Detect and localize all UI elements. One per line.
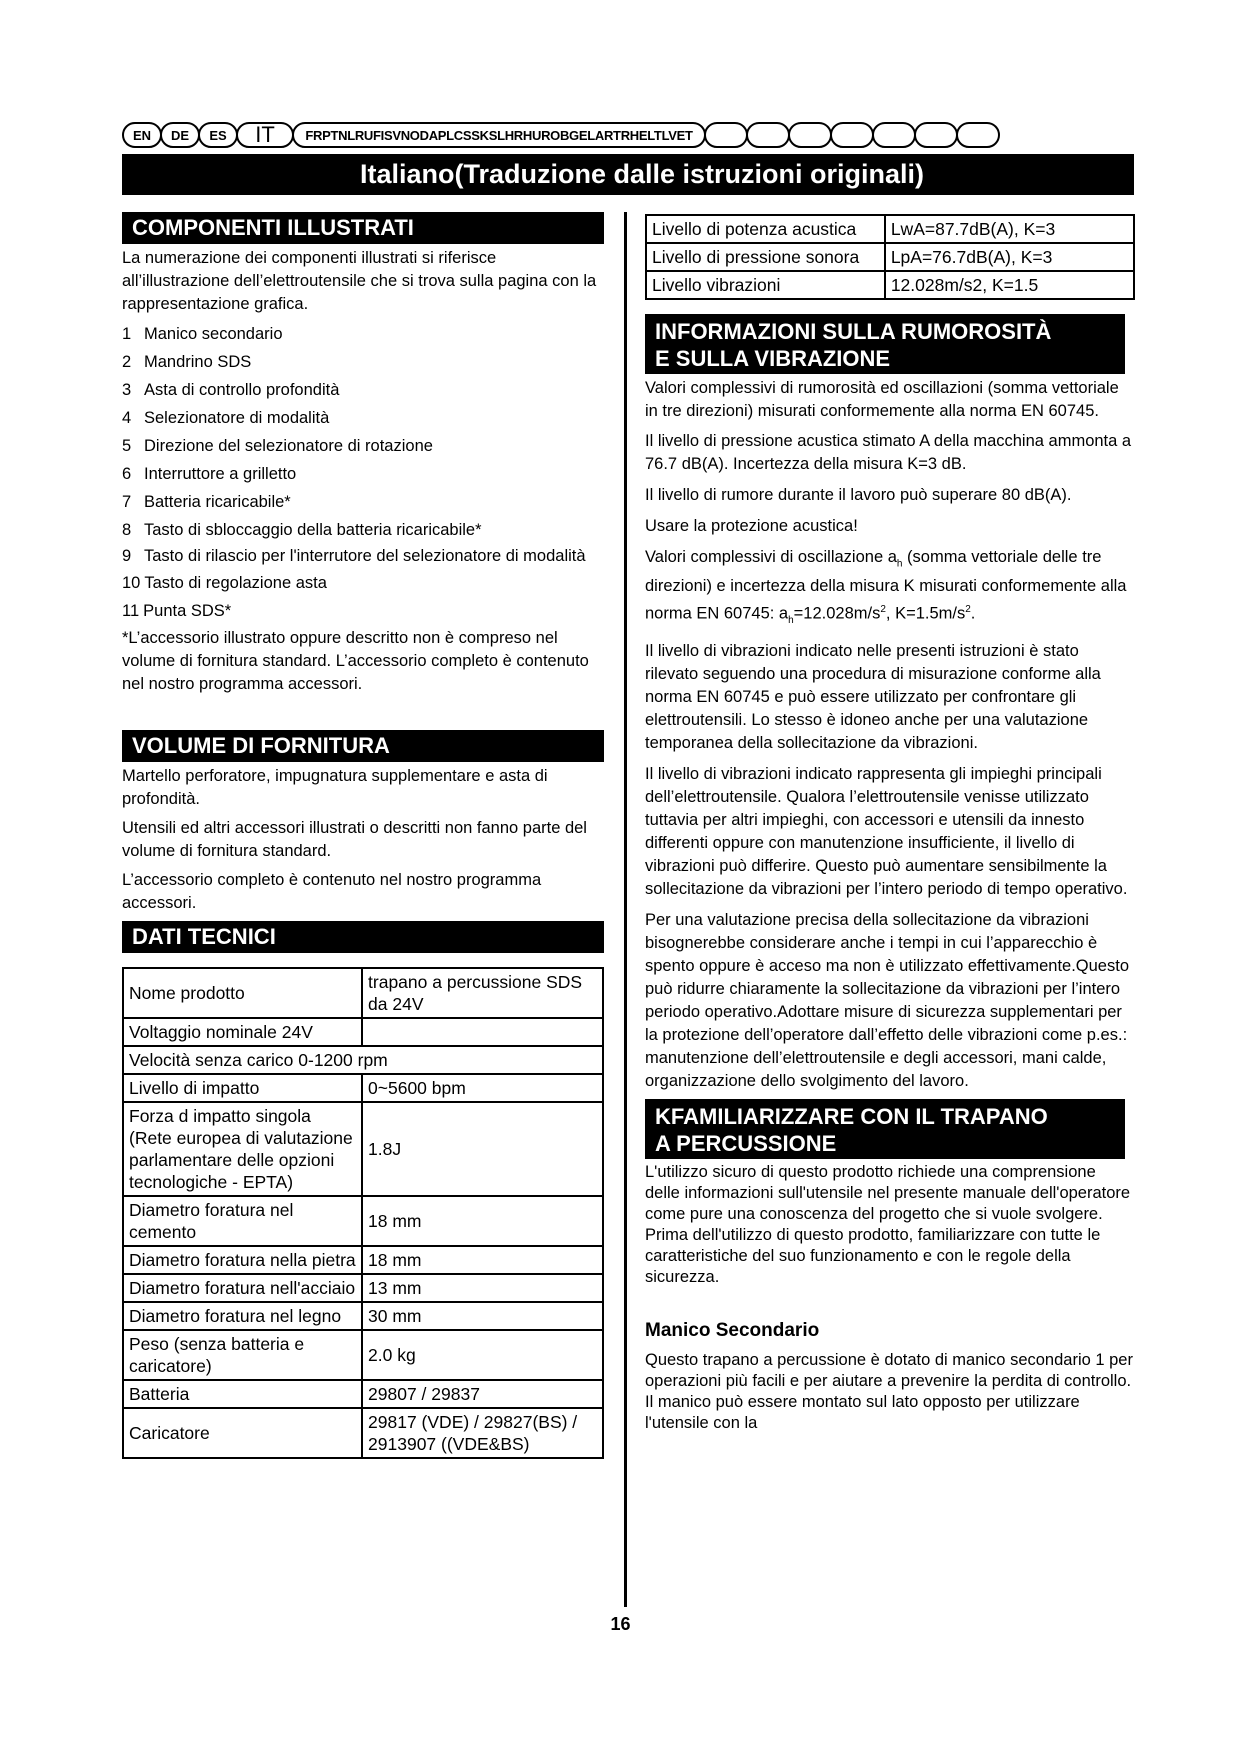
right-column	[645, 214, 1135, 1434]
rumorosita-p6: Il livello di vibrazioni indicato nelle presenti istruzioni è stato rilevato seguendo una procedura di misurazione conforme alla norma EN 60745 e può essere utilizzato per confrontare gli elettroutensili. Lo stesso è idoneo anche per una valutazione temporanea della sollecitazione da vibrazioni.	[645, 642, 1101, 753]
language-bar	[122, 121, 1134, 149]
subheading-manico: Manico Secondario	[645, 1320, 820, 1342]
rumorosita-p7: Il livello di vibrazioni indicato rappresenta gli impieghi principali dell’elettroutensile. Qualora l’elettroutensile venisse utilizzato tuttavia per altri impieghi, con accessori e utensili da innesto differenti oppure con manutenzione insufficiente, il livello di vibrazioni può differire. Questo può aumentare sensibilmente la sollecitazione da vibrazioni per l’intero periodo di tempo operativo.	[645, 765, 1128, 899]
volume-p1: Martello perforatore, impugnatura supplementare e asta di profondità.	[122, 767, 548, 808]
familiarizzare-p1: L'utilizzo sicuro di questo prodotto richiede una comprensione delle informazioni sull'utensile nel presente manuale dell'operatore come pure una conoscenza del progetto che si vuole svolgere. Prima dell'utilizzo di questo prodotto, familiarizzare con tutte le caratteristiche del suo funzionamento e con le regole della sicurezza.	[645, 1163, 1131, 1287]
section-heading-familiarizzare: KFAMILIARIZZARE CON IL TRAPANO A PERCUSSIONE	[645, 1099, 1125, 1159]
list-item: 1 Manico secondario	[122, 325, 283, 343]
lang-tab-empty	[872, 122, 916, 148]
rumorosita-p5: Valori complessivi di oscillazione $a_h$ (somma vettoriale delle tre direzioni) e incertezza della misura K misurati conformemente alla norma EN 60745: $a_h=12.028m/s^2$, $K=1.5m/s^2$.	[645, 548, 1127, 627]
page-number: 16	[610, 1614, 631, 1634]
table-row: Batteria 29807 / 29837	[123, 1380, 603, 1408]
section-heading-rumorosita: INFORMAZIONI SULLA RUMOROSITÀ E SULLA VIBRAZIONE	[645, 314, 1125, 374]
page-title: Italiano(Traduzione dalle istruzioni originali)	[122, 154, 1134, 195]
table-row: Diametro foratura nel legno 30 mm	[123, 1302, 603, 1330]
table-row: Livello di pressione sonora LpA=76.7dB(A), K=3	[646, 243, 1134, 271]
table-row: Diametro foratura nel cemento 18 mm	[123, 1196, 603, 1246]
section-heading-dati: DATI TECNICI	[122, 921, 604, 953]
lang-tab-es[interactable]: ES	[198, 122, 238, 148]
tech-data-table	[122, 967, 604, 1459]
componenti-intro: La numerazione dei componenti illustrati si riferisce all’illustrazione dell’elettroutensile che si trova sulla pagina con la rappresentazione grafica.	[122, 249, 597, 313]
list-item: 9 Tasto di rilascio per l'interrutore del selezionatore di modalità	[122, 547, 586, 565]
lang-tab-empty	[830, 122, 874, 148]
list-item: 8 Tasto di sbloccaggio della batteria ricaricabile*	[122, 521, 482, 539]
rumorosita-p2: Il livello di pressione acustica stimato A della macchina ammonta a 76.7 dB(A). Incertezza della misura K=3 dB.	[645, 432, 1132, 473]
lang-tab-empty	[956, 122, 1000, 148]
table-row: Voltaggio nominale 24V	[123, 1018, 603, 1046]
rumorosita-p8: Per una valutazione precisa della sollecitazione da vibrazioni bisognerebbe considerare anche i tempi in cui l’apparecchio è spento oppure è acceso ma non è utilizzato effettivamente.Questo può ridurre chiaramente la sollecitazione da vibrazioni per l’intero periodo operativo.Adottare misure di sicurezza supplementari per la protezione dell’operatore dall’effetto delle vibrazioni come p.es.: manutenzione dell’elettroutensile e degli accessori, mani calde, organizzazione dello svolgimento del lavoro.	[645, 911, 1129, 1091]
lang-tab-empty	[914, 122, 958, 148]
lang-tab-empty	[746, 122, 790, 148]
volume-p2: Utensili ed altri accessori illustrati o descritti non fanno parte del volume di fornitura standard.	[122, 819, 587, 860]
section-heading-componenti: COMPONENTI ILLUSTRATI	[122, 212, 604, 244]
table-row: Livello vibrazioni 12.028m/s2, K=1.5	[646, 271, 1134, 299]
list-item: 2 Mandrino SDS	[122, 353, 252, 371]
lang-tab-empty	[704, 122, 748, 148]
list-item: 4 Selezionatore di modalità	[122, 409, 330, 427]
table-row: Diametro foratura nella pietra 18 mm	[123, 1246, 603, 1274]
column-divider	[624, 212, 627, 1607]
list-item: 11 Punta SDS*	[122, 602, 232, 620]
table-row: Peso (senza batteria e caricatore) 2.0 kg	[123, 1330, 603, 1380]
lang-tab-it-current[interactable]: IT	[236, 122, 294, 148]
lang-tabs-others[interactable]: FRPTNLRUFISVNODAPLCSSKSLHRHUROBGELARTRHELTLVET	[292, 122, 706, 148]
table-row: Nome prodotto trapano a percussione SDS da 24V	[123, 968, 603, 1018]
lang-tab-empty	[788, 122, 832, 148]
table-row: Diametro foratura nell'acciaio 13 mm	[123, 1274, 603, 1302]
table-row: Caricatore 29817 (VDE) / 29827(BS) / 2913907 ((VDE&BS)	[123, 1408, 603, 1458]
table-row: Forza d impatto singola (Rete europea di valutazione parlamentare delle opzioni tecnologiche - EPTA) 1.8J	[123, 1102, 603, 1196]
table-row: Livello di impatto 0~5600 bpm	[123, 1074, 603, 1102]
table-row: Velocità senza carico 0-1200 rpm	[123, 1046, 603, 1074]
table-row: Livello di potenza acustica LwA=87.7dB(A), K=3	[646, 215, 1134, 243]
left-column	[122, 212, 604, 1459]
manico-p1: Questo trapano a percussione è dotato di manico secondario 1 per operazioni più facili e per aiutare a prevenire la perdita di controllo. Il manico può essere montato sul lato opposto per utilizzare l'utensile con la	[645, 1351, 1133, 1433]
rumorosita-p1: Valori complessivi di rumorosità ed oscillazioni (somma vettoriale in tre direzioni) misurati conformemente alla norma EN 60745.	[645, 379, 1119, 420]
list-item: 6 Interruttore a grilletto	[122, 465, 297, 483]
volume-p3: L’accessorio completo è contenuto nel nostro programma accessori.	[122, 871, 542, 912]
componenti-note: *L’accessorio illustrato oppure descritto non è compreso nel volume di fornitura standard. L’accessorio completo è contenuto nel nostro programma accessori.	[122, 629, 589, 693]
section-heading-volume: VOLUME DI FORNITURA	[122, 730, 604, 762]
list-item: 5 Direzione del selezionatore di rotazione	[122, 437, 433, 455]
list-item: 3 Asta di controllo profondità	[122, 381, 340, 399]
componenti-list	[122, 320, 604, 625]
rumorosita-p3: Il livello di rumore durante il lavoro può superare 80 dB(A).	[645, 486, 1072, 504]
list-item: 7 Batteria ricaricabile*	[122, 493, 291, 511]
rumorosita-p4: Usare la protezione acustica!	[645, 517, 858, 535]
acoustic-table	[645, 214, 1135, 300]
lang-tab-de[interactable]: DE	[160, 122, 200, 148]
lang-tab-en[interactable]: EN	[122, 122, 162, 148]
list-item: 10 Tasto di regolazione asta	[122, 574, 327, 592]
